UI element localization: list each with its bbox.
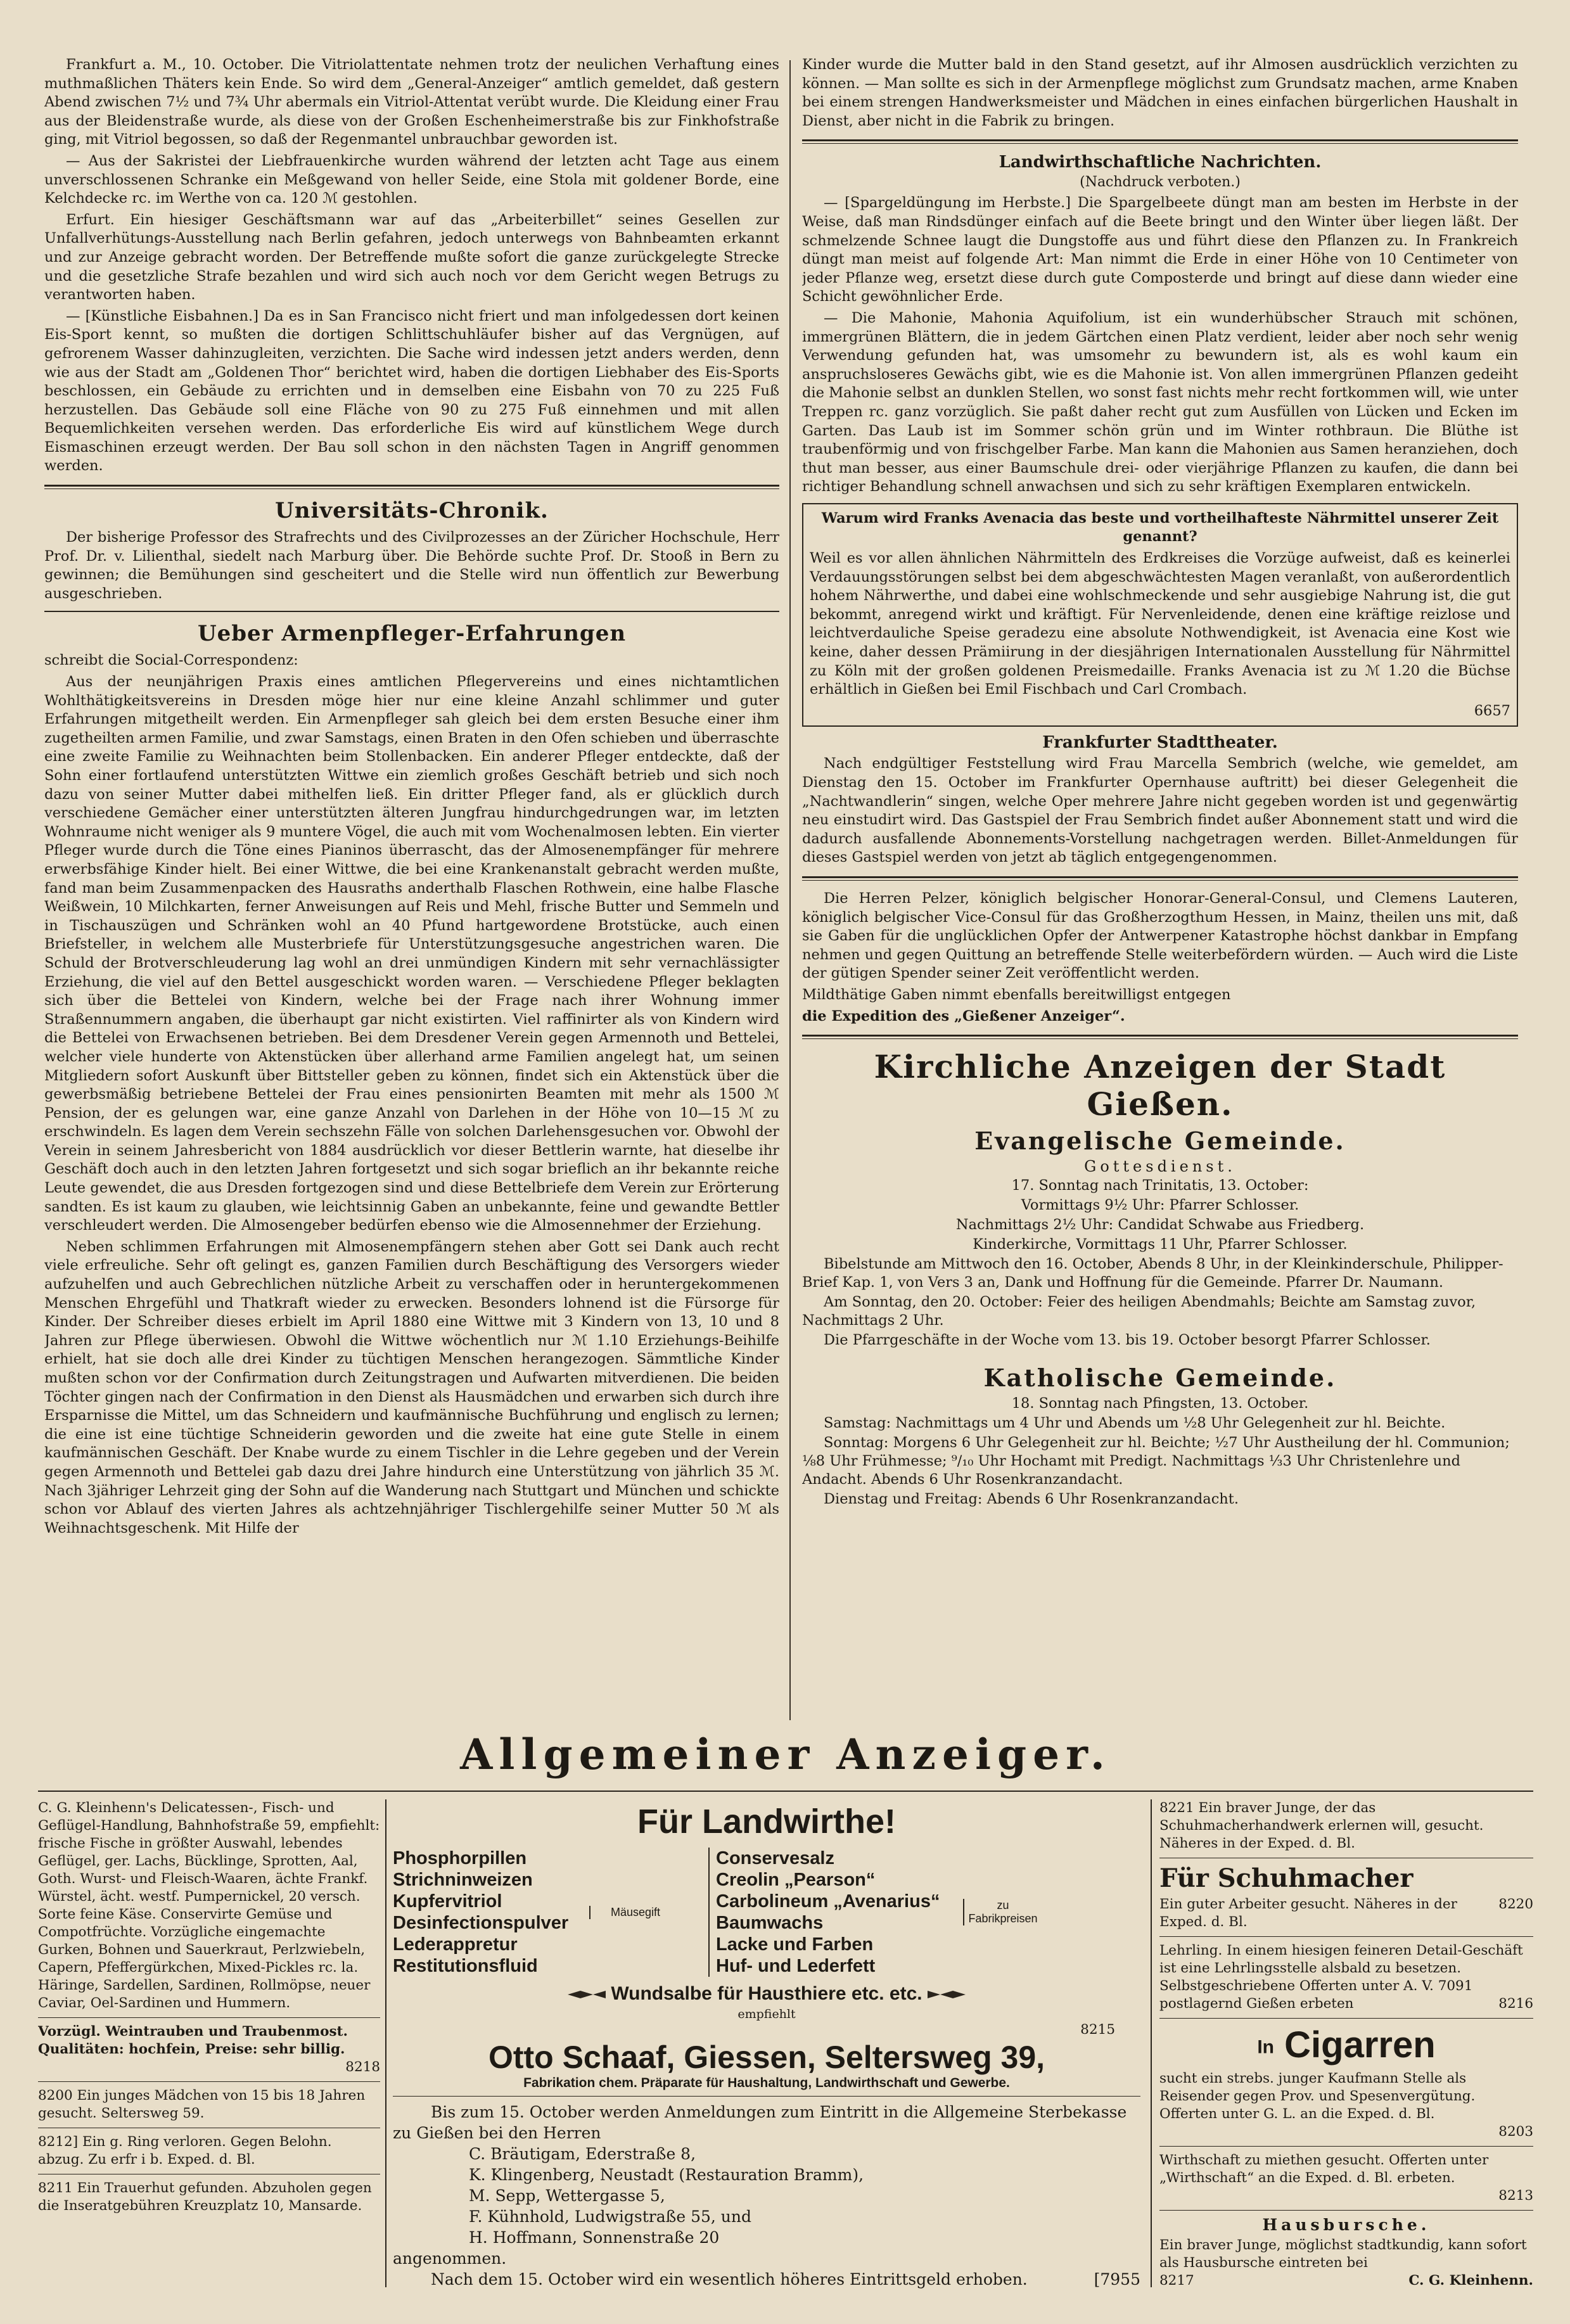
product-item: Conservesalz — [716, 1848, 834, 1868]
product-item: Phosphorpillen — [393, 1848, 527, 1868]
ev-line: Kinderkirche, Vormittags 11 Uhr, Pfarrer Schlosser. — [973, 1236, 1348, 1253]
right-column — [802, 56, 1518, 1728]
hausbursche-number: 8217 — [1159, 2273, 1194, 2289]
cigarren-heading — [1159, 2024, 1533, 2066]
avenacia-number: 6657 — [1474, 702, 1510, 719]
landwirthe-product-grid — [393, 1848, 1140, 1977]
anzeiger-left-column — [38, 1799, 380, 2294]
kath-line: Sonntag: Morgens 6 Uhr Gelegenheit zur hl. Beichte; ½7 Uhr Austheilung der hl. Communion; ⅛8 Uhr Frühmesse; ⁹/₁₀ Uhr Hochamt mit Predigt. Nachmittags ⅓3 Uhr Christenlehre und Andacht. Abends 6 Uhr Rosenkranzandacht. — [802, 1434, 1510, 1488]
mahonie-article: — Die Mahonie, Mahonia Aquifolium, ist ein wunderhübscher Strauch mit schönen, immergrünen Blättern, die in jedem Gärtchen einen Platz verdient, leider aber noch sehr wenig Verwendung gefunden hat, was umsomehr zu bewundern ist, als es wohl kaum ein anspruchsloseres Gewächs gibt, wie es die Mahonie ist. Von allen immergrünen Pflanzen gedeiht die Mahonie selbst an dunklen Stellen, wo sonst fast nichts mehr recht fortkommen will, wie unter Treppen rc. ganz vorzüglich. Sie paßt daher recht gut zum Ausfüllen von Lücken und Ecken im Garten. Das Laub ist im Sommer schön grün und im Winter rothbraun. Die Blüthe ist traubenförmig und von frischgelber Farbe. Man kann die Mahonien aus Samen heranziehen, doch thut man besser, aus einer Baumschule drei- oder vierjährige Pflanzen zu kaufen, die dann bei richtiger Behandlung schnell anwachsen und sich zu sehr kräftigen Exemplaren entwickeln. — [802, 309, 1518, 495]
ad-divider — [38, 2017, 380, 2018]
product-list-1 — [393, 1848, 583, 1977]
ad-divider — [1159, 1936, 1533, 1937]
erfurt-article: Erfurt. Ein hiesiger Geschäftsmann war auf das „Arbeiterbillet“ seines Gesellen zur Unfallverhütungs-Ausstellung nach Berlin gefahren, jedoch unterwegs von Bahnbeamten erkannt und zur Anzeige gebracht worden. Der Betreffende mußte sofort die ganze zurückgelegte Strecke und die gesetzliche Strafe bezahlen und wird sich auch noch vor dem Gericht wegen Betrugs zu verantworten haben. — [44, 211, 779, 303]
hausbursche-firm: C. G. Kleinhenn. — [1408, 2273, 1533, 2289]
ornament-icon — [568, 1989, 606, 2000]
schuhmacher-number: 8220 — [1498, 1896, 1533, 1912]
sakristei-article: — Aus der Sakristei der Liebfrauenkirche wurden während der letzten acht Tage aus einem unverschlossenen Schranke ein Meßgewand von heller Seide, eine Stola mit goldener Borde, eine Kelchdecke rc. im Werthe von ca. 120 ℳ gestohlen. — [44, 152, 779, 207]
schuhmacher-title: Für Schuhmacher — [1159, 1863, 1414, 1893]
kleinhenn-ad: C. G. Kleinhenn's Delicatessen-, Fisch- und Geflügel-Handlung, Bahnhofstraße 59, empfiehlt: frische Fische in größter Auswahl, lebendes Geflügel, ger. Lachs, Bücklinge, Sprotten, Aal, Goth. Wurst- und Fleisch-Waaren, ächte Frankf. Würstel, ächt. westf. Pumpernickel, 20 versch. Sorte feine Käse. Conservirte Gemüse und Compotfrüchte. Vorzügliche eingemachte Gurken, Bohnen und Sauerkraut, Perlzwiebeln, Capern, Pfeffergürkchen, Mixed-Pickles rc. la. Häringe, Sardellen, Sardinen, Rollmöpse, neuer Caviar, Oel-Sardinen und Hummern. — [38, 1800, 380, 2011]
uni-chronik-title: Universitäts-Chronik. — [275, 498, 549, 524]
schaaf-firm-name: Otto Schaaf, Giessen, Seltersweg 39, — [488, 2040, 1045, 2075]
armenpfleger-title: Ueber Armenpfleger-Erfahrungen — [197, 621, 627, 647]
sterbekasse-number: [7955 — [1094, 2270, 1140, 2289]
weintrauben-ad: Vorzügl. Weintrauben und Traubenmost. Qualitäten: hochfein, Preise: sehr billig. — [38, 2024, 348, 2057]
fabrikpreise-note: zu Fabrikpreisen — [963, 1899, 1038, 1925]
product-item: Strichninweizen — [393, 1870, 533, 1890]
lehrling-ad — [1159, 1942, 1533, 2013]
spargel-article: — [Spargeldüngung im Herbste.] Die Spargelbeete düngt man am besten im Herbste in der Weise, daß man Rindsdünger einfach auf die Beete bringt und den Winter über liegen läßt. Der schmelzende Schnee laugt die Dungstoffe aus und führt diese den Pflanzen zu. In Frankreich düngt man meist auf folgende Art: Man nimmt die Erde in einer Höhe von 10 Centimeter von jeder Pflanze weg, ersetzt diese durch gute Composterde und bringt auf diese dann wieder eine Schicht gewöhnlicher Erde. — [802, 195, 1518, 305]
landwirtschaft-subtitle: (Nachdruck verboten.) — [1080, 174, 1241, 191]
sterbekasse-name: K. Klingenberg, Neustadt (Restauration Bramm), — [469, 2166, 864, 2184]
sterbekasse-name: F. Kühnhold, Ludwigstraße 55, und — [469, 2207, 752, 2226]
sterbekasse-name: C. Bräutigam, Ederstraße 8, — [469, 2145, 696, 2163]
ev-line: Nachmittags 2½ Uhr: Candidat Schwabe aus Friedberg. — [955, 1216, 1365, 1234]
ad-divider — [393, 2096, 1140, 2097]
wirthschaft-ad: Wirthschaft zu miethen gesucht. Offerten unter „Wirthschaft“ an die Exped. d. Bl. erbeten. — [1159, 2152, 1489, 2186]
anzeiger-middle-column — [393, 1799, 1140, 2294]
evangelische-gemeinde-title: Evangelische Gemeinde. — [974, 1127, 1346, 1156]
ad-divider — [1159, 2018, 1533, 2019]
kath-line: Samstag: Nachmittags um 4 Uhr und Abends um ½8 Uhr Gelegenheit zur hl. Beichte. — [824, 1415, 1446, 1432]
anzeiger-title: Allgemeiner Anzeiger. — [460, 1730, 1111, 1779]
ad-divider — [38, 2081, 380, 2082]
landwirtschaft-title: Landwirthschaftliche Nachrichten. — [999, 153, 1322, 172]
eisbahnen-article: — [Künstliche Eisbahnen.] Da es in San Francisco nicht friert und man infolgedessen dort keinen Eis-Sport kennt, so mußten die dortigen Schlittschuhläufer bisher auf das Vergnügen, auf gefrorenem Wasser dahinzugleiten, verzichten. Die Sache wird indessen jetzt anders werden, denn wie aus der Stadt am „Goldenen Thor“ berichtet wird, haben die dortigen Liebhaber des Eis-Sports beschlossen, ein Gebäude zu errichten und in demselben eine Eisbahn von 70 zu 225 Fuß herzustellen. Das Gebäude soll eine Fläche von 90 zu 275 Fuß einnehmen und mit allen Bequemlichkeiten versehen werden. Das erforderliche Eis wird auf künstlichem Wege durch Eismaschinen erzeugt werden. Der Bau soll schon in den nächsten Tagen in Angriff genommen werden. — [44, 307, 779, 475]
kath-line: 18. Sonntag nach Pfingsten, 13. October. — [1011, 1395, 1309, 1412]
anzeiger-right-column — [1159, 1799, 1533, 2294]
section-divider — [44, 485, 779, 489]
sterbekasse-intro: Bis zum 15. October werden Anmeldungen zum Eintritt in die Allgemeine Sterbekasse zu Gießen bei den Herren — [393, 2103, 1127, 2142]
product-list-2 — [708, 1848, 957, 1977]
ornament-icon — [928, 1989, 966, 2000]
lehrling-text: Lehrling. In einem hiesigen feineren Detail-Geschäft ist eine Lehrlingsstelle alsbald zu besetzen. Selbstgeschriebene Offerten unter A. V. 7091 postlagernd Gießen erbeten — [1159, 1943, 1523, 2012]
frankfurt-article: Frankfurt a. M., 10. October. Die Vitriolattentate nehmen trotz der neulichen Verhaftung eines muthmaßlichen Thäters kein Ende. So wird dem „General-Anzeiger“ amtlich gemeldet, daß gestern Abend zwischen 7½ und 7¾ Uhr abermals ein Vitriol-Attentat verübt wurde. Die Kleidung einer Frau aus der Bleidenstraße wurde, als diese von der Großen Eschenheimerstraße bis zur Finkhofstraße ging, mit Vitriol begossen, so daß der Regenmantel unbrauchbar geworden ist. — [44, 56, 779, 148]
section-divider — [802, 876, 1518, 881]
left-column — [44, 56, 779, 1728]
hausbursche-footer — [1159, 2272, 1533, 2290]
cigarren-title: Cigarren — [1284, 2024, 1436, 2065]
sterbekasse-name: M. Sepp, Wettergasse 5, — [469, 2187, 665, 2205]
gottesdienst-label: Gottesdienst. — [1084, 1158, 1236, 1176]
cigarren-prefix: In — [1257, 2036, 1275, 2058]
sterbekasse-angenommen: angenommen. — [393, 2249, 507, 2268]
armenpfleger-continuation: Kinder wurde die Mutter bald in den Stand gesetzt, auf ihr Almosen ausdrücklich verzichten zu können. — Man sollte es sich in der Armenpflege möglichst zum Grundsatz machen, arme Knaben bei einem strengen Handwerksmeister und Mädchen in eines einfachen bürgerlichen Haushalt in Dienst, aber nicht in die Fabrik zu bringen. — [802, 56, 1518, 129]
landwirthe-heading: Für Landwirthe! — [637, 1803, 896, 1841]
wirthschaft-number: 8213 — [1498, 2188, 1533, 2204]
schaaf-number: 8215 — [1080, 2022, 1115, 2038]
schuhmacher-ad — [1159, 1896, 1533, 1931]
ev-line: Am Sonntag, den 20. October: Feier des heiligen Abendmahls; Beichte am Samstag zuvor, Nachmittags 2 Uhr. — [802, 1294, 1476, 1329]
product-item: Lederappretur — [393, 1934, 518, 1955]
ev-line: Die Pfarrgeschäfte in der Woche vom 13. bis 19. October besorgt Pfarrer Schlosser. — [824, 1332, 1431, 1349]
product-item: Kupfervitriol — [393, 1891, 502, 1912]
product-item: Carbolineum „Avenarius“ — [716, 1891, 940, 1912]
lehrling-number: 8216 — [1498, 1996, 1533, 2012]
hausbursche-text: Ein braver Junge, möglichst stadtkundig, kann sofort als Hausbursche eintreten bei — [1159, 2237, 1527, 2271]
weintrauben-number: 8218 — [345, 2059, 380, 2075]
product-item: Huf- und Lederfett — [716, 1956, 876, 1976]
ev-line: 17. Sonntag nach Trinitatis, 13. October: — [1011, 1177, 1309, 1194]
empfiehlt-label: empfiehlt — [737, 2007, 796, 2021]
product-item: Creolin „Pearson“ — [716, 1870, 876, 1890]
armenpfleger-para-2: Neben schlimmen Erfahrungen mit Almosenempfängern stehen aber Gott sei Dank auch recht viele erfreuliche. Sehr oft gelingt es, ganzen Familien durch Beschäftigung des Versorgers wieder aufzuhelfen und auch Gebrechlichen nützliche Arbeit zu verschaffen oder in heruntergekommenen Menschen Ehrgefühl und Thatkraft wieder zu erwecken. Besonders lohnend ist die Fürsorge für Kinder. Der Schreiber dieses erbielt im April 1880 eine Wittwe mit 3 Kindern von 13, 10 und 8 Jahren zur Pflege überwiesen. Obwohl die Wittwe wöchentlich nur ℳ 1.10 Erziehungs-Beihilfe erhielt, hat sie doch alle drei Kinder zu tüchtigen Menschen herangezogen. Sämmtliche Kinder mußten schon vor der Confirmation durch Zeitungstragen und Aufwarten mitverdienen. Die beiden Töchter gingen nach der Confirmation in den Dienst als Hausmädchen und erwarben sich durch ihre Ersparnisse die Mittel, um das Schneidern und kaufmännische Buchführung und englisch zu lernen; die eine ist eine tüchtige Schneiderin geworden und die zweite hat eine gute Stelle in einem kaufmännischen Geschäft. Der Knabe wurde zu einem Tischler in die Lehre gegeben und der Verein gegen Armennoth und Bettelei gab dazu drei Jahre hindurch eine Unterstützung von jährlich 35 ℳ. Nach 3jähriger Lehrzeit ging der Sohn auf die Wanderung nach Stuttgart und München und schickte schon vor Ablauf des vierten Jahres als achtzehnjähriger Tischlergehilfe seiner Mutter 50 ℳ als Weihnachtsgeschenk. Mit Hilfe der — [44, 1238, 779, 1536]
katholische-gemeinde-title: Katholische Gemeinde. — [983, 1363, 1337, 1393]
ad-divider — [1159, 2146, 1533, 2147]
ev-line: Bibelstunde am Mittwoch den 16. October, Abends 8 Uhr, in der Kleinkinderschule, Philipper-Brief Kap. 1, von Vers 3 an, Dank und Hoffnung für die Gemeinde. Pfarrer Dr. Naumann. — [802, 1256, 1503, 1291]
sterbekasse-name: H. Hoffmann, Sonnenstraße 20 — [469, 2228, 720, 2247]
sterbekasse-note-text: Nach dem 15. October wird ein wesentlich höheres Eintrittsgeld erhoben. — [431, 2270, 1028, 2289]
section-divider — [802, 139, 1518, 144]
schuhmacher-text: Ein guter Arbeiter gesucht. Näheres in der Exped. d. Bl. — [1159, 1896, 1457, 1930]
uni-chronik-text: Der bisherige Professor des Strafrechts und des Civilprozesses an der Züricher Hochschule, Herr Prof. Dr. v. Lilienthal, siedelt nach Marburg über. Die Behörde suchte Prof. Dr. Stooß in Bern zu gewinnen; die Bemühungen sind gescheitert und die Stelle wird nun öffentlich zur Bewerbung ausgeschrieben. — [44, 529, 779, 602]
maedchen-ad: 8200 Ein junges Mädchen von 15 bis 18 Jahren gesucht. Seltersweg 59. — [38, 2088, 366, 2121]
schaaf-firm-subtitle: Fabrikation chem. Präparate für Haushaltung, Landwirthschaft und Gewerbe. — [523, 2076, 1010, 2090]
stadttheater-text: Nach endgültiger Feststellung wird Frau Marcella Sembrich (welche, wie gemeldet, am Dienstag den 15. October im Frankfurter Opernhause auftritt) bei dieser Gelegenheit die „Nachtwandlerin“ singen, welche Oper mehrere Jahre nicht gegeben worden ist und gegenwärtig neu einstudirt wird. Das Gastspiel der Frau Sembrich findet außer Abonnement statt und wird die dadurch ausfallende Abonnements-Vorstellung nachgetragen werden. Billet-Anmeldungen für dieses Gastspiel werden von jetzt ab täglich entgegengenommen. — [802, 755, 1518, 866]
lehrjunge-ad: 8221 Ein braver Junge, der das Schuhmacherhandwerk erlernen will, gesucht. Näheres in der Exped. d. Bl. — [1159, 1800, 1484, 1851]
trauerhut-ad: 8211 Ein Trauerhut gefunden. Abzuholen gegen die Inseratgebühren Kreuzplatz 10, Mansarde. — [38, 2180, 372, 2214]
wundsalbe-text: Wundsalbe für Hausthiere etc. etc. — [611, 1983, 922, 2004]
armenpfleger-intro: schreibt die Social-Correspondenz: — [44, 652, 298, 669]
avenacia-ad — [802, 503, 1518, 727]
ring-ad: 8212] Ein g. Ring verloren. Gegen Belohn. abzug. Zu erfr i b. Exped. d. Bl. — [38, 2134, 332, 2168]
konsul-notice: Die Herren Pelzer, königlich belgischer Honorar-General-Consul, und Clemens Lauteren, königlich belgischer Vice-Consul für das Großherzogthum Hessen, in Mainz, theilen uns mit, daß sie Gaben für die unglücklichen Opfer der Antwerpener Katastrophe höchst dankbar in Empfang nehmen und gegen Quittung an betreffende Stelle weiterbefördern würden. — Auch wird die Liste der gütigen Spender seiner Zeit veröffentlicht werden. — [802, 890, 1518, 982]
product-item: Lacke und Farben — [716, 1934, 874, 1955]
expedition-notice: die Expedition des „Gießener Anzeiger“. — [802, 1007, 1125, 1025]
anzeiger-rule — [38, 1791, 1533, 1792]
column-divider — [789, 60, 791, 1720]
maeusegift-note: Mäusegift — [589, 1906, 677, 1919]
hausbursche-title: Hausbursche. — [1262, 2216, 1431, 2234]
stadttheater-title: Frankfurter Stadttheater. — [1042, 733, 1278, 753]
section-divider — [44, 611, 779, 612]
avenacia-title: Warum wird Franks Avenacia das beste und vortheilhafteste Nährmittel unserer Zeit genannt? — [821, 509, 1499, 546]
kath-line: Dienstag und Freitag: Abends 6 Uhr Rosenkranzandacht. — [824, 1491, 1239, 1508]
allgemeiner-anzeiger — [25, 1730, 1546, 2300]
ev-line: Vormittags 9½ Uhr: Pfarrer Schlosser. — [1021, 1197, 1299, 1214]
section-divider — [802, 1035, 1518, 1039]
avenacia-text: Weil es vor allen ähnlichen Nährmitteln des Erdkreises die Vorzüge aufweist, daß es keinerlei Verdauungsstörungen selbst bei dem abgeschwächtesten Magen veranlaßt, von außerordentlich hohem Nährwerthe, und dabei eine wohlschmeckende und sehr ausgiebige Nahrung ist, die gut bekommt, anregend wirkt und kräftigt. Für Nervenleidende, denen eine kräftige reizlose und leichtverdauliche Speise geradezu eine absolute Nothwendigkeit, ist Avenacia eine Kost wie keine, daher dessen Prämiirung in der diesjährigen Internationalen Ausstellung für Nährmittel zu Köln mit der großen goldenen Preismedaille. Franks Avenacia ist zu ℳ 1.20 die Büchse erhältlich in Gießen bei Emil Fischbach und Carl Crombach. — [810, 550, 1510, 698]
gaben-notice: Mildthätige Gaben nimmt ebenfalls bereitwilligst entgegen — [802, 986, 1231, 1003]
product-item: Restitutionsfluid — [393, 1956, 538, 1976]
product-item: Desinfectionspulver — [393, 1913, 569, 1933]
kirchliche-anzeigen-title: Kirchliche Anzeigen der Stadt Gießen. — [874, 1048, 1446, 1123]
sterbekasse-note — [393, 2269, 1140, 2290]
ad-divider — [1159, 2210, 1533, 2211]
armenpfleger-para-1: Aus der neunjährigen Praxis eines amtlichen Pflegervereins und eines nichtamtlichen Wohlthätigkeitsvereins in Dresden möge hier nur eine kleine Anzahl schlimmer und guter Erfahrungen mitgetheilt werden. Ein Armenpfleger sah gleich bei dem ersten Besuche einer ihm zugetheilten armen Familie, und zwar Samstags, einen Braten in den Ofen schieben und überraschte eine zweite Familie zu Weihnachten beim Stollenbacken. Ein anderer Pfleger entdeckte, daß der Sohn einer fortlaufend unterstützten Wittwe ein ziemlich großes Geschäft betrieb und sich noch dazu von seiner Mutter dabei mithelfen ließ. Ein dritter Pfleger fand, als er glücklich durch verschiedene Gemächer einer unterstützten älteren Jungfrau hindurchgedrungen war, im letzten Wohnraume nicht weniger als 9 muntere Vögel, die auch mit vom Wochenalmosen lebten. Ein vierter Pfleger wurde durch die Töne eines Pianinos überrascht, das der Almosenempfänger für mehrere erwerbsfähige Kinder hielt. Bei einer Wittwe, die bei eine Krankenanstalt gebracht werden mußte, fand man beim Zusammenpacken des Hausraths anderthalb Flaschen Rothwein, eine halbe Flasche Weißwein, 10 Milchkarten, ferner Anweisungen auf Reis und Mehl, frische Butter und Semmeln und in Tischauszügen und Schränken wohl an 40 Pfund hartgewordene Brotstücke, auch einen Briefsteller, in welchem alle Musterbriefe für Unterstützungsgesuche angestrichen waren. Die Schuld der Brotverschleuderung lag wohl an drei unmündigen Kindern mit sehr vernachlässigter Erziehung, die viel auf den Bettel ausgeschickt worden waren. — Verschiedene Pfleger beklagten sich über die Bettelei von Kindern, welche bei der Frage nach ihrer Wohnung immer Straßennummern angaben, die überhaupt gar nicht existirten. Viel raffinirter als von Kindern wird die Bettelei von Erwachsenen betrieben. Bei dem Dresdener Verein gegen Armennoth und Bettelei, welcher viele hunderte von Aktenstücken über allerhand arme Familien angelegt hat, um seinen Mitgliedern sofort Auskunft über Bittsteller geben zu können, findet sich ein Aktenstück über die gewerbsmäßig betriebene Bettelei der Frau eines pensionirten Beamten mit mehr als 1500 ℳ Pension, der es gelungen war, eine ganze Anzahl von Darlehen in der Höhe von 10—15 ℳ zu erschwindeln. Es lagen dem Verein sechszehn Fälle von solchen Darlehensgesuchen vor. Obwohl der Verein in seinem Jahresbericht von 1884 ausdrücklich vor dieser Bettlerin warnte, hat dieselbe ihr Geschäft doch auch in den letzten Jahren fortgesetzt und sich sogar brieflich an ihr bekannte reiche Leute gewendet, die aus Dresden fortgezogen sind und diese Bettelbriefe dem Verein zur Erörterung sandten. Es ist kaum zu glauben, wie leichtsinnig Gaben an unbekannte, feine und gewandte Bettler verschleudert werden. Die Almosengeber bedürfen ebenso wie die Almosennehmer der Erziehung. — [44, 674, 779, 1234]
cigarren-text: sucht ein strebs. junger Kaufmann Stelle als Reisender gegen Prov. und Spesenvergütung. Offerten unter G. L. an die Exped. d. Bl. — [1159, 2071, 1476, 2122]
cigarren-number: 8203 — [1498, 2124, 1533, 2140]
product-item: Baumwachs — [716, 1913, 824, 1933]
wundsalbe-line — [393, 1983, 1140, 2005]
anzeiger-column-divider — [1151, 1799, 1152, 2287]
anzeiger-column-divider — [385, 1799, 386, 2287]
